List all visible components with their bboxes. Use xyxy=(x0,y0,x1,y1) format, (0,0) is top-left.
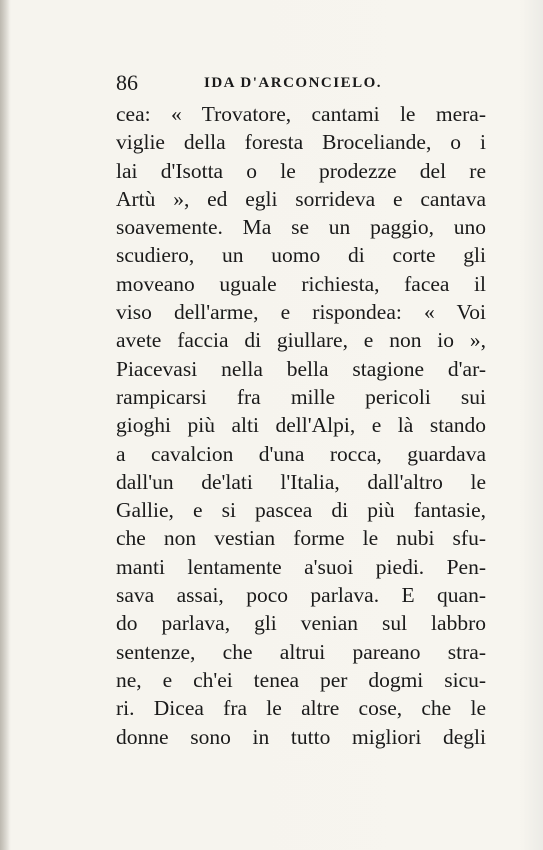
body-text xyxy=(116,100,486,751)
text-line: do parlava, gli venian sul labbro xyxy=(116,611,486,636)
text-line: sentenze, che altrui pareano stra- xyxy=(116,639,486,664)
text-line: ne, e ch'ei tenea per dogmi sicu- xyxy=(116,667,486,692)
text-line: soavemente. Ma se un paggio, uno xyxy=(116,215,486,240)
text-line: moveano uguale richiesta, facea il xyxy=(116,271,486,296)
text-line: dall'un de'lati l'Italia, dall'altro le xyxy=(116,469,486,494)
text-line: lai d'Isotta o le prodezze del re xyxy=(116,158,486,183)
text-line: Gallie, e si pascea di più fantasie, xyxy=(116,498,486,523)
text-line: che non vestian forme le nubi sfu- xyxy=(116,526,486,551)
text-line: viso dell'arme, e rispondea: « Voi xyxy=(116,300,486,325)
text-line: rampicarsi fra mille pericoli sui xyxy=(116,384,486,409)
text-line: cea: « Trovatore, cantami le mera- xyxy=(116,102,486,126)
text-line: ri. Dicea fra le altre cose, che le xyxy=(116,696,486,721)
page-header xyxy=(116,70,486,100)
text-line: avete faccia di giullare, e non io », xyxy=(116,328,486,353)
text-line: Artù », ed egli sorrideva e cantava xyxy=(116,186,486,211)
page-number: 86 xyxy=(116,70,138,95)
text-line: a cavalcion d'una rocca, guardava xyxy=(116,441,486,466)
text-line: manti lentamente a'suoi piedi. Pen- xyxy=(116,554,486,579)
running-head: IDA D'ARCONCIELO. xyxy=(204,75,383,91)
text-line: gioghi più alti dell'Alpi, e là stando xyxy=(116,413,486,438)
binding-shadow xyxy=(0,0,10,850)
text-line: scudiero, un uomo di corte gli xyxy=(116,243,486,268)
text-line: Piacevasi nella bella stagione d'ar- xyxy=(116,356,486,381)
text-line: viglie della foresta Broceliande, o i xyxy=(116,130,486,155)
text-line: donne sono in tutto migliori degli xyxy=(116,724,486,749)
text-line: sava assai, poco parlava. E quan- xyxy=(116,583,486,608)
